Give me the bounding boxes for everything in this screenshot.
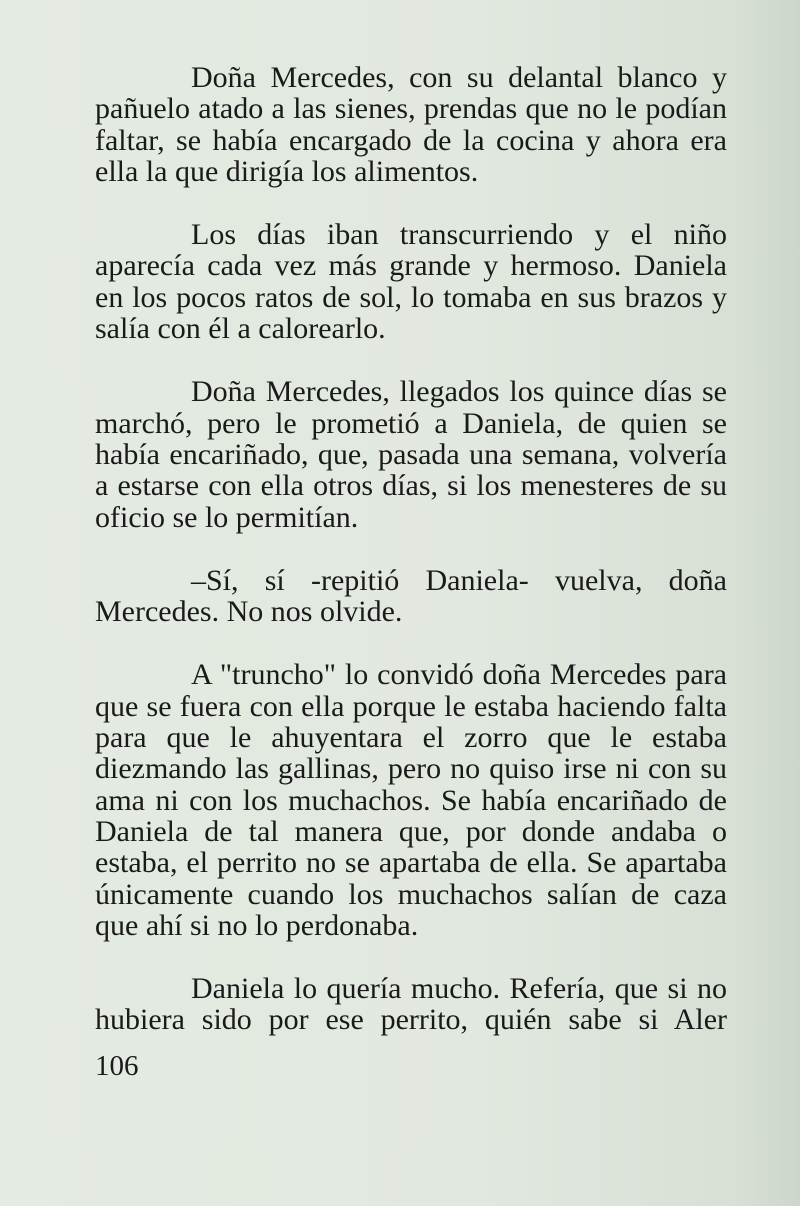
page-number: 106 — [95, 1050, 139, 1082]
paragraph-3: Doña Mercedes, llegados los quince días se marchó, pero le prometió a Daniela, de quien se había encariñado, que, pasada una semana, volvería a estarse con ella otros días, si los menesteres de su oficio se lo permitían. — [95, 375, 727, 534]
paragraph-5: A "truncho" lo convidó doña Mercedes para que se fuera con ella porque le estaba haciendo falta para que le ahuyentara el zorro que le estaba diezmando las gallinas, pero no quiso irse ni con su ama ni con los muchachos. Se había encariñado de Daniela de tal manera que, por donde andaba o estaba, el perrito no se apartaba de ella. Se apartaba únicamente cuando los muchachos salían de caza que ahí si no lo perdonaba. — [95, 658, 727, 942]
page-body — [95, 62, 727, 1068]
paragraph-4: –Sí, sí -repitió Daniela- vuelva, doña Mercedes. No nos olvide. — [95, 563, 727, 629]
paragraph-2: Los días iban transcurriendo y el niño aparecía cada vez más grande y hermoso. Daniela en los pocos ratos de sol, lo tomaba en sus brazos y salía con él a calorearlo. — [95, 218, 727, 346]
paragraph-6: Daniela lo quería mucho. Refería, que si no hubiera sido por ese perrito, quién sabe si Aler — [95, 972, 727, 1037]
paragraph-1: Doña Mercedes, con su delantal blanco y pañuelo atado a las sienes, prendas que no le podían faltar, se había encargado de la cocina y ahora era ella la que dirigía los alimentos. — [95, 61, 727, 188]
